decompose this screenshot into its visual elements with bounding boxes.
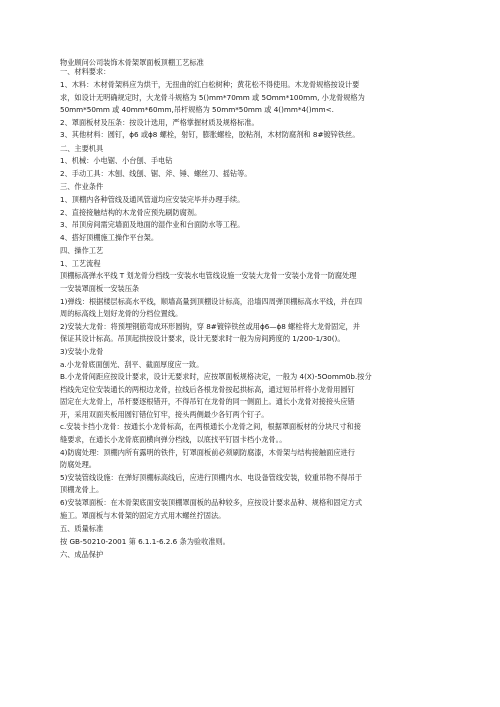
paragraph-line: 档线先定位安装通长的两根边龙骨，拉线后各根龙骨按起拱标高，通过短吊杆将小龙骨用圆钉 [60,384,355,394]
section [60,246,440,520]
section-heading: 五、质量标准 [60,524,104,534]
section-heading: 三、作业条件 [60,182,104,192]
paragraph-line: B.小龙骨间距应按设计要求，设计无要求时，应按罩面板规格决定，一般为 4(X)-5Oomm0b.按分 [60,372,372,382]
paragraph-line: 开，采用双面夹板用圆钉错位钉牢，接头两侧最少各钉两个钉子。 [60,409,269,419]
paragraph-line: 缝要求，在通长小龙骨底面横向弹分档线，以底找平钉固卡档小龙骨。。 [60,435,287,445]
paragraph-line: 1、机械：小电锯、小台刨、手电钻 [60,156,173,166]
paragraph-line: 2)安装大龙骨：将预埋钢筋弯成环形圆钩，穿 8#镀锌铁丝或用ɸ6—ɸ8 螺栓将大龙骨固定，并 [60,321,360,331]
paragraph-line: 顶棚龙骨上。 [60,485,104,495]
paragraph-line: 3、其他材料：圆钉，ɸ6 或ɸ8 螺栓，射钉，膨胀螺栓，胶粘剂，木材防腐剂和 8#镀锌铁丝。 [60,130,360,140]
section [60,524,440,546]
paragraph-line: 4、搭好顶棚施工操作平台架。 [60,232,159,242]
paragraph-line: 顶棚标高弹水平线 T 划龙骨分档线一安装水电管线设施一安装大龙骨一安装小龙骨一防腐处理 [60,271,357,281]
paragraph-line: 6)安装罩面板：在木骨架底面安装顶棚罩面板的品种较多，应按设计要求品种、规格和固定方式 [60,498,363,508]
document-page [60,58,440,559]
paragraph-line: c.安装卡挡小龙骨：按通长小龙骨标高，在两根通长小龙骨之间，根据罩面板材的分块尺寸和接 [60,422,361,432]
section-heading: 六、成品保护 [60,550,104,560]
paragraph-line: 2、手动工具：木刨、线刨、锯、斧、锤、螺丝刀、摇钻等。 [60,168,252,178]
paragraph-line: 施工。罩面板与木骨架的固定方式用木螺丝拧固法。 [60,510,226,520]
document-title: 物业顾问公司装饰木骨架罩面板顶棚工艺标准 [60,58,204,67]
paragraph-line: 1、工艺流程 [60,258,101,268]
section [60,144,440,179]
paragraph-line: 1、顶棚内各种管线及通风管道均应安装完毕并办理手续。 [60,194,245,204]
paragraph-line: 1)弹线：根据楼层标高水平线，顺墙高量到顶棚设计标高，沿墙四周弹顶棚标高水平线，并在四 [60,296,363,306]
paragraph-line: 一安装罩面板一安装压条 [60,283,140,293]
paragraph-line: 50mm*50mm 或 40mm*60mm,吊杆规格为 50mm*50mm 或 4()mm*4()mm<. [60,105,334,115]
paragraph-line: 3、吊顶房间需完墙面及地面的湿作业和台面防水等工程。 [60,220,245,230]
paragraph-line: 5)安装管线设施：在弹好顶棚标高线后，应进行顶棚内水、电设备管线安装，较重吊物不得吊于 [60,472,363,482]
paragraph-line: 求，如设计无明确规定时，大龙骨斗规格为 5()mm*70mm 或 5Omm*100mm, 小龙骨规格为 [60,92,365,102]
paragraph-line: 1、木料：木材骨架料应为烘干，无扭曲的红白松树种；黄花松不得使用。木龙骨规格按设计要 [60,80,360,89]
paragraph-line: 固定在大龙骨上，吊杆要逐根错开，不得吊钉在龙骨的同一侧面上。通长小龙骨对接接头应错 [60,397,355,407]
section-heading: 四、操作工艺 [60,246,104,256]
paragraph-line: 4)防腐处理：顶棚内所有露明的铁件，钉罩面板前必须刷防腐漆，木骨架与结构接触面应进行 [60,447,355,457]
document-body [60,58,440,559]
paragraph-line: 按 GB-50210-2001 第 6.1.1-6.2.6 条为验收准则。 [60,536,230,546]
paragraph-line: 2、罩面板材及压条：按设计选用，严格掌握材质及规格标准。 [60,117,259,127]
paragraph-line: a.小龙骨底面刨光、刮平、截面厚度应一致。 [60,359,204,369]
paragraph-line: 3)安装小龙骨 [60,346,104,356]
section-heading: 一、材料要求： [60,67,111,77]
paragraph-line: 周的标高线上划好龙骨的分档位置线。 [60,309,183,319]
section [60,182,440,242]
paragraph-line: 2、直接接触结构的木龙骨应预先刷防腐剂。 [60,207,202,217]
paragraph-line: 防腐处理。 [60,460,96,470]
section [60,67,440,139]
paragraph-line: 保证其设计标高。吊顶起拱按设计要求，设计无要求时一般为房间跨度的 1/200-1/30()。 [60,334,345,344]
section-heading: 二、主要机具 [60,143,104,153]
section [60,550,440,559]
